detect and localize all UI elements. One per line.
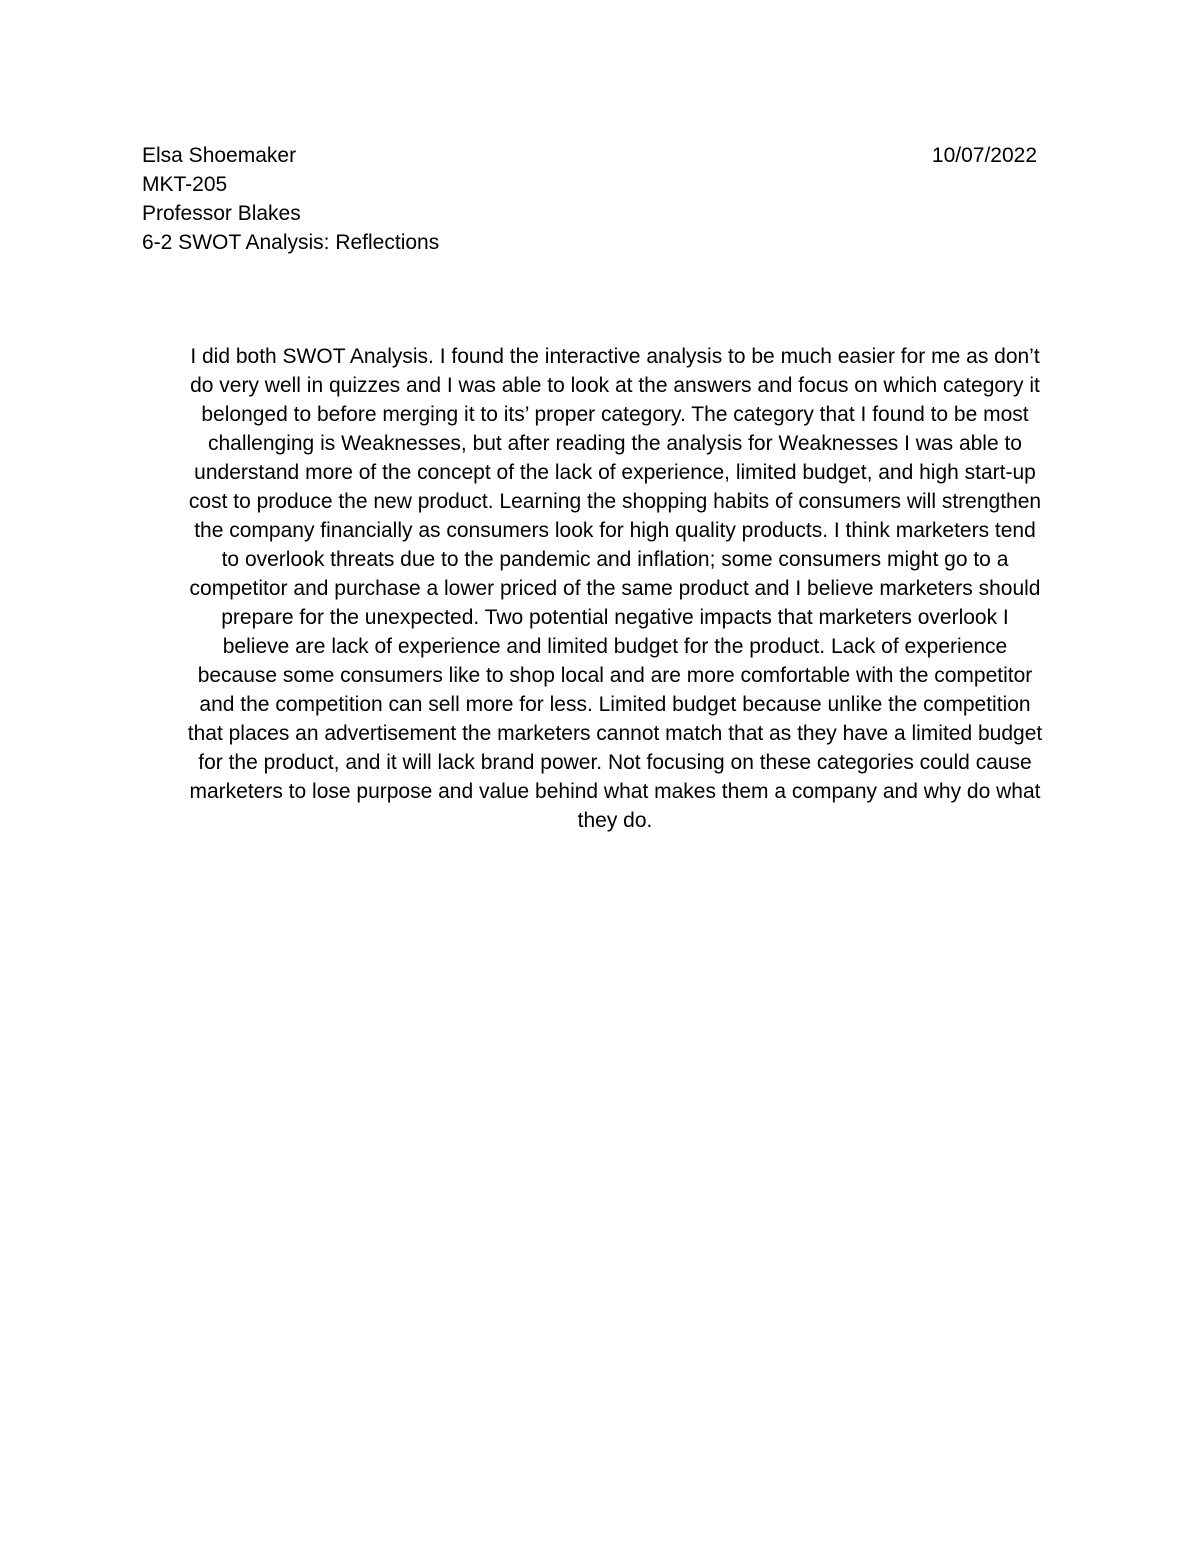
paragraph-line: I did both SWOT Analysis. I found the interactive analysis to be much easier for me as don’t	[190, 345, 1040, 368]
paragraph-line: the company financially as consumers look for high quality products. I think marketers tend	[194, 519, 1036, 542]
assignment-title: 6-2 SWOT Analysis: Reflections	[142, 231, 440, 254]
paragraph-line: and the competition can sell more for less. Limited budget because unlike the competition	[199, 693, 1031, 716]
paragraph-line: challenging is Weaknesses, but after reading the analysis for Weaknesses I was able to	[207, 432, 1022, 455]
course-code: MKT-205	[142, 173, 228, 196]
paragraph-line: prepare for the unexpected. Two potential negative impacts that marketers overlook I	[221, 606, 1009, 629]
professor-name: Professor Blakes	[142, 202, 301, 225]
author-name: Elsa Shoemaker	[142, 144, 297, 167]
paragraph-line: belonged to before merging it to its’ proper category. The category that I found to be most	[201, 403, 1029, 426]
paragraph-line: for the product, and it will lack brand power. Not focusing on these categories could cause	[198, 751, 1032, 774]
paragraph-line: do very well in quizzes and I was able to look at the answers and focus on which category it	[190, 374, 1040, 397]
document-date: 10/07/2022	[931, 144, 1037, 167]
paragraph-line: competitor and purchase a lower priced of the same product and I believe marketers should	[189, 577, 1041, 600]
reflection-paragraph	[160, 342, 1070, 835]
paragraph-line: marketers to lose purpose and value behind what makes them a company and why do what	[189, 780, 1041, 803]
paragraph-line: that places an advertisement the marketers cannot match that as they have a limited budget	[187, 722, 1043, 745]
paragraph-line: because some consumers like to shop local and are more comfortable with the competitor	[197, 664, 1033, 687]
paragraph-line: believe are lack of experience and limited budget for the product. Lack of experience	[222, 635, 1008, 658]
header-block	[142, 141, 1062, 257]
paragraph-line: understand more of the concept of the lack of experience, limited budget, and high start-up	[194, 461, 1036, 484]
paragraph-line: cost to produce the new product. Learning the shopping habits of consumers will strengthen	[188, 490, 1042, 513]
paragraph-line: to overlook threats due to the pandemic and inflation; some consumers might go to a	[221, 548, 1009, 571]
paragraph-line: they do.	[577, 809, 653, 832]
